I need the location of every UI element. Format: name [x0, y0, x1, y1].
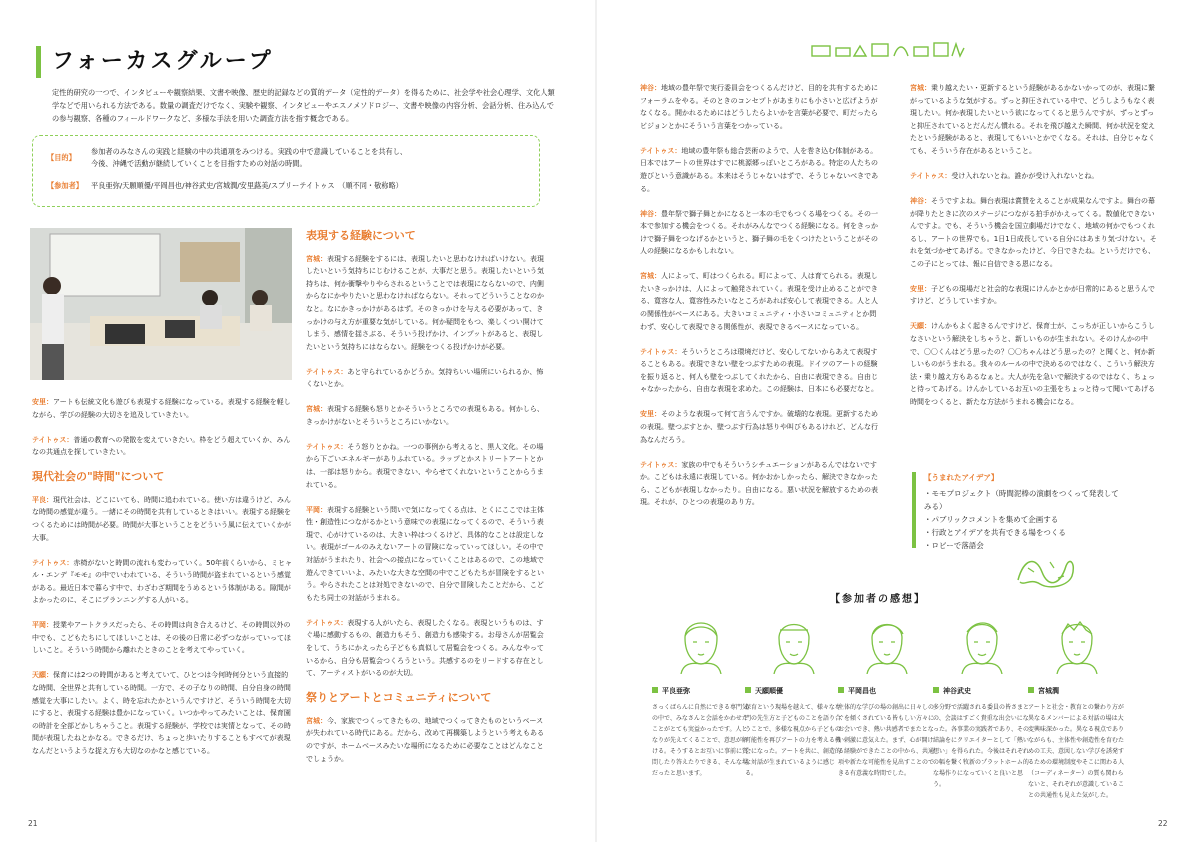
participant-card [933, 612, 1031, 790]
participant-comment: 保育という現場を越えて、様々な専門の先生方と子どものことを語り合うことで、多様な視点から子どもの可能性を再びアートの力を考える機会になった。アートを共に、創造的な対話が生まれているように感じる。 [745, 704, 842, 777]
face-illustration-icon [857, 612, 917, 674]
dialogue-paragraph: 平良：現代社会は、どこにいても、時間に追われている。使い方は違うけど、みんな時間の感覚が違う。一緒にその時間を共有しているときはいい。表現する経験をつくるためには時間が必要。時間が大事ということをどういう風に伝えていくかが大事。 [32, 495, 291, 542]
dialogue-paragraph: 安里：子どもの現場だと社会的な表現にけんかとかが日常的にあると思うんですけど、どうしていますか。 [910, 284, 1155, 306]
dialogue-paragraph: 宮城：乗り越えたい・更新するという経験があるかないかってのが、表現に繋がっているような気がする。ずっと抑圧されている中で、どうしようもなく表現したい。何か表現したいという欲になってくると思うんですが、ずっとずっと抑圧されているとだんだん慣れる。それを飛び越えた瞬間、何か状況を変えたという経験があると、表現してもいいとかでくなる。それは、自分じゃなくても、そういう存在があるということ。 [910, 84, 1155, 155]
idea-item: ・ロビーで落語会 [924, 541, 984, 550]
dialogue-paragraph: 神谷：地域の豊年祭で実行委員会をつくるんだけど、目的を共有するためにフォーラムをやる。そのときのコンセプトがあまりにも小さいと広げようがなくなる。開かれるためにはどうしたらよいかを言葉が必要で、町だったらビジョンとかにそういう言葉をつかっている。 [640, 84, 878, 130]
face-illustration-icon [1047, 612, 1107, 674]
purpose-text-line1: 参加者のみなさんの実践と経験の中の共通項をみつける。実践の中で意識していることを共有し、 [91, 147, 408, 156]
title-accent-bar [36, 46, 41, 78]
face-illustration-icon [764, 612, 824, 674]
decorative-doodle-icon [810, 38, 970, 60]
idea-item: ・モモプロジェクト（時間泥棒の演劇をつくって発表してみる） [924, 489, 1119, 511]
face-illustration-icon [952, 612, 1012, 674]
members-tag: 【参加者】 [47, 181, 83, 190]
participant-name: 平良亜弥 [652, 686, 750, 696]
purpose-tag: 【目的】 [47, 153, 76, 162]
ideas-box [912, 472, 1124, 548]
participant-card [1028, 612, 1126, 801]
meeting-photo [30, 228, 292, 380]
dialogue-paragraph: 天願：けんかもよく起きるんですけど、保育士が、こっちが正しいからこうしなさいという解決をしちゃうと、新しいものが生まれない。そのけんかの中で、〇〇くんはどう思ったの？〇〇ちゃんはどう思ったの？と聞くと、何か新しいものがうまれる。我々のルールの中で決めるのではなく、こういう解決方法・乗り越え方もあるなぁと。大人が先を急いで解決するのではなく、ちょっと待ってあげる。けんかしているお互いの主張をちょっと待って聞いてあげる時間をつくると、新たな方法がうまれる機会になる。 [910, 322, 1155, 407]
left-column-1 [32, 396, 294, 770]
participant-comment: 主体的な学びの場の創出に日々しのぐを傾くされている皆もしい方々にお会いでき、熱い共感者でまたとない刺激に意気えた。まず、心が開ける経験ができたことの中から、共通項や新たな可能性を見出すことのできる有意義な時間でした。 [838, 704, 935, 777]
participant-name: 神谷武史 [933, 686, 1031, 696]
left-column-2 [306, 228, 544, 778]
idea-item: ・行政とアイデアを共有できる場をつくる [924, 528, 1066, 537]
participant-name: 天願順優 [745, 686, 843, 696]
page-number-right: 22 [1158, 819, 1168, 828]
dialogue-paragraph: 安里：そのような表現って何て言うんですか。破壊的な表現。更新するための表現。壁つぶすとか、壁つぶす行為は怒りや叫びもあるけれど、どんな行為なんだろう。 [640, 410, 878, 444]
members-text: 平良亜弥/天願順優/平岡昌也/神谷武史/宮城潤/安里蕗美/スプリーテイトゥス （順不同・敬称略） [91, 181, 403, 190]
page-title: フォーカスグループ [52, 49, 274, 74]
dialogue-paragraph: テイトゥス：そういうところは環境だけど、安心してないからあえて表現することもある。表現できない壁をつぶすための表現。ドイツのアートの経験を振り返ると、何人も壁をつぶしてくれたから、自由に表現できる。自由じゃなかったから、自由な表現を求めた。この経験は、日本にも必要だなと。 [640, 347, 878, 394]
dialogue-paragraph: 天願：保育には2つの時間があると考えていて、ひとつは今何時何分という直接的な時間、全世界と共有している時間。一方で、その子なりの時間、自分自身の時間感覚を大事にしたい。よく、時を忘れたかというんですけど、そういう時間を大切にすると、表現する経験は豊かになっていく。いつかやってみたいことは、保育園の時計を全部どかしちゃうこと。表現する経験が、学校では実情となって、その時間が表現したねとかなる。できるだけ、ちょっと歩いたりすることもすべてが表現なんだというような捉え方も大切なのかなと感じている。 [32, 671, 291, 756]
dialogue-paragraph: テイトゥス：そう怒りとかね。一つの事例から考えると、黒人文化。その場から下ごいエネルギーがありふれている。ラップとかストリートアートとかは、一部は怒りから。表現できない、やらせてくれないということからうまれている。 [306, 442, 544, 489]
page-number-left: 21 [28, 819, 38, 828]
right-column-1 [640, 82, 880, 521]
dialogue-paragraph: 宮城：表現する経験をするには、表現したいと思わなければいけない。表現したいという気持ちにじむけることが、大事だと思う。表現したいという気持ちは、何か衝撃やりやらされるということでは表現にならないので、内側からなにかやりたいと思わなければならない。それってどういうことなのかなと。なにかきっかけがあるはず。そのきっかけを与える必要があって、きっかけの与え方が重要な気がしている。何か疑問をもつ、楽しくつい開けてしまう、感情を揺さぶる、そういう投げかけ、インプットがあると、表現したいという気持ちにはならない。経験をつくる投げかけが必要。 [306, 254, 544, 351]
right-column-2 [910, 82, 1158, 421]
dialogue-paragraph: 宮城：表現する経験も怒りとかそういうところでの表現もある。何かしら、きっかけがないとそういうところにいかない。 [306, 405, 544, 426]
intro-paragraph: 定性的研究の一つで、インタビューや観察結果、文書や映像、歴史的記録などの質的データ（定性的データ）を得るために、社会学や社会心理学、文化人類学などで用いられる方法である。数量の調査だけでなく、実験や観察、インタビューやエスノメソドロジー、文書や映像の内容分析、会話分析、住み込んでの参与観察、各種のフィールドワークなど、多様な手法を用いた調査方法を指す概念である。 [52, 88, 555, 123]
idea-item: ・パブリックコメントを集めて企画する [924, 515, 1059, 524]
dialogue-paragraph: テイトゥス：表現する人がいたら、表現したくなる。表現というものは、すぐ場に感動するもの、創造力もそう、創造力も感染する。お母さんが居覧会をして、うちにかえったら子どもも真似して居覧会をつくる。みんなやっているから、自分も居覧会つくろうという。共感するのをリードする存在として、アーティストがいるのが大切。 [306, 618, 544, 678]
participants-title: 【参加者の感想】 [830, 594, 926, 605]
participant-comment: さっくばらんに自然にできる専門気の中で、みなさんと会話をかわせたことがとても実益かったです。人となりが先えてくることで、意思が解ける。そうするとお互いに事前に質問したり答えたりできる、そんな場だったと思います。 [652, 704, 749, 777]
face-illustration-icon [671, 612, 731, 674]
dialogue-paragraph: テイトゥス：赤椅がないと時間の流れも変わっていく。50年前くらいから、ミヒャル・エンデ『モモ』の中でいわれている、そういう時間が盗まれているという感覚がある。最近日本で暮らす中で、わざわざ期間をうめるという体制がある。隙間がよかったのに、そこにプランニングする人がいる。 [32, 558, 293, 605]
dialogue-paragraph: テイトゥス：普通の教育への発散を変えていきたい。枠をどう超えていくか、みんなの共通点を探していきたい。 [32, 435, 291, 457]
participant-card [745, 612, 843, 779]
section-heading-time: 現代社会の"時間"について [32, 470, 165, 484]
dialogue-paragraph: テイトゥス：家族の中でもそういうシチュエーションがあるんではないですか。こどもは永遠に表現している。何かおかしかったら、解決できなかったら、こどもが表現しなかったり。自由になる。悪い状況を解放するための表現。それが、ひとつの表現のあり方。 [640, 460, 878, 507]
dialogue-paragraph: テイトゥス：地域の豊年祭も総合芸術のようで、人を巻き込む体制がある。日本ではアートの世界はすでに桃源郷っぽいところがある。特定の人たちの遊びという意識がある。本来はそうじゃないはずで、そうじゃないべきである。 [640, 146, 879, 193]
participant-comment: 多分野で活躍される委員の皆さまとの、会談はすごく貴重な出会いになった。各事業の実践者であり、その結論をにクリエイターとして「熱い想い」を得られた。今後はそれぞれの幅を繋く牧新のプラットホーム的な場作りになっていくと良いと思う。 [933, 704, 1030, 788]
section-heading-festival: 祭りとアートとコミュニティについて [306, 691, 492, 705]
purpose-text-line2: 今後、沖縄で活動が継続していくことを目指すための対話の時間。 [91, 159, 307, 168]
dialogue-paragraph: 神谷：豊年祭で獅子舞とかになると一本の毛でもつくる場をつくる。その一本で参加する機会をつくる。それがみんなでつくる経験になる。何をきっかけで獅子舞をつなげるかというと、獅子舞の毛をくつけたということがその人の経験になるかもしれない。 [640, 209, 878, 256]
dialogue-paragraph: 平岡：授業やアートクラスだったら、その時間は向き合えるけど、その時間以外の中でも、こどもたちにしてほしいことは、その後の日常に必ずつながっていってほしいこと。そういう時間から離れたときのことを考えてやっていく。 [32, 621, 291, 655]
dialogue-paragraph: 宮城：今、家族でつくってきたもの、地域でつくってきたものというベースが失われている時代にある。だから、改めて再構築しようという考えもあるのですが、ホームベースみたいな場所になるために必要なことはどんなことでしょうか。 [306, 716, 544, 763]
dialogue-paragraph: 宮城：人によって、町はつくられる。町によって、人は育てられる。表現したいきっかけは、人によって触発されていく。表現を受け止めることができる、寛容な人、寛容性みたいなところがあれば安心して表現できる。人と人の関係性がベースにある。大きいコミュニティ・小さいコミュニティとか問わず、安心して表現できる関係性が、表現できるベースになっている。 [640, 272, 878, 331]
ideas-title: 【うまれたアイデア】 [924, 473, 999, 482]
info-box [32, 135, 540, 207]
participant-card [838, 612, 936, 779]
dialogue-paragraph: テイトゥス：受け入れないとね。誰かが受け入れないとね。 [910, 171, 1099, 180]
participant-comment: アートと社会・教育との繋わり方が異なるメンバーによる対話の場は大変興味深かった。異なる視点でありながらも、主体性や創造性を育むための工夫、意図しない学びを誘発するための環境制度やそこに関わる人（コーディネーター）の質も関わらないと、それぞれが意識していることの共通性も見えた気がした。 [1028, 704, 1125, 799]
section-heading-express: 表現する経験について [306, 229, 416, 242]
participant-name: 宮城潤 [1028, 686, 1126, 696]
participant-card [652, 612, 750, 779]
dialogue-paragraph: 平岡：表現する経験という問いで気になってくる点は、とくにここでは主体性・創造性につながるかという意味での表現になってくるので、そういう表現で、心がけているのは、大きい枠はつくるけど、具体的なことは設定しない。表現がゴールのみえないアートの冒険になっていってほしい。その中で対話がうまれたり、社会への接点になっていくことはあるので、この地域で遊んできていいよ、みたいな大きな空間の中でこどもたちが冒険をするという。やらされたことは対処できないので、自分で冒険したことだから、こどもたち同士の対話がうまれる。 [306, 505, 544, 602]
participant-name: 平岡昌也 [838, 686, 936, 696]
dialogue-paragraph: テイトゥス：あと守られているかどうか。気持ちいい場所にいられるか、怖くないとか。 [306, 367, 544, 389]
dialogue-paragraph: 安里：アートも伝統文化も遊びも表現する経験になっている。表現する経験を軽しながら、学びの経験の大切さを追及していきたい。 [32, 398, 291, 419]
dialogue-paragraph: 神谷：そうですよね。舞台表現は賞賛をえることが成果なんですよ。舞台の幕が降りたときに次のステージにつながる拍手がかえってくる。数値化できないんですよ。でも、そういう機会を国立劇場だけでなく、地域の何かでもつくれるし、アートの世界でも。1日1日成長している自分にはあまり気づけない。それを気づかせてあげる。できなかったけど、今日できたね。というだけでも、この子にとっては、報に自信できる恩になる。 [910, 196, 1157, 268]
scribble-illustration-icon [1010, 550, 1080, 595]
